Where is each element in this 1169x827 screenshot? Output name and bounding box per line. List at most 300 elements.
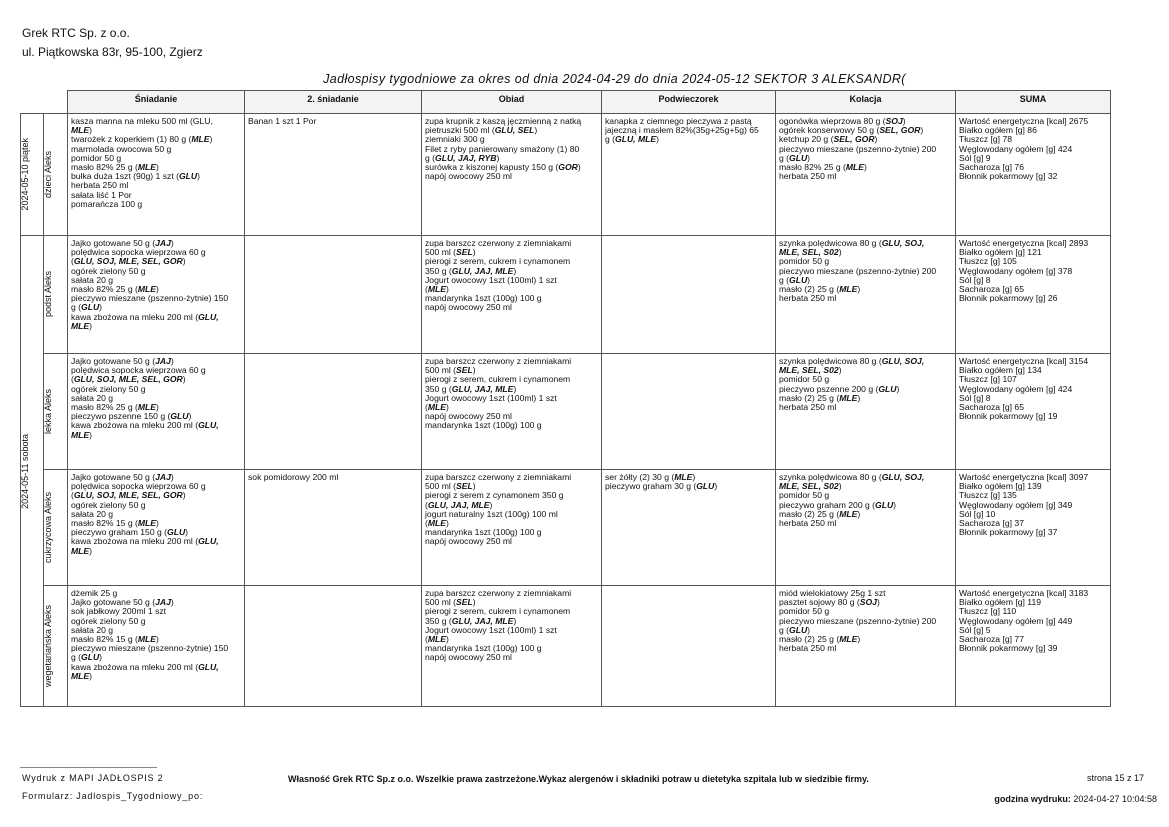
meal-text: ): [807, 624, 811, 635]
meal-text: szynka polędwicowa 80 g (: [779, 356, 882, 366]
meal-line: [425, 421, 598, 430]
allergen-code: GLU, JAJ, MLE: [451, 383, 514, 394]
col-header-obiad: Obiad: [422, 91, 602, 114]
meal-text: (: [425, 518, 428, 529]
meal-text: pieczywo mieszane (pszenno-żytnie) 200: [779, 265, 937, 276]
meal-text: ): [472, 597, 476, 608]
meal-text: ): [807, 152, 811, 163]
meal-text: ): [156, 402, 159, 413]
meal-text: 350 g (: [425, 265, 452, 276]
meal-text: Sacharoza [g] 65: [959, 284, 1024, 295]
meal-text: ): [182, 374, 186, 385]
company-name: Grek RTC Sp. z o.o.: [22, 26, 130, 40]
meal-text: Wartość energetyczna [kcal] 2893: [959, 238, 1089, 248]
meal-text: kawa zbożowa na mleku 200 ml (: [71, 420, 199, 431]
meal-text: ): [156, 284, 159, 295]
meal-text: sok jabłkowy 200ml 1 szt: [71, 606, 167, 617]
meal-text: kasza manna na mleku 500 ml (: [71, 116, 193, 126]
meal-text: sałata 20 g: [71, 392, 114, 403]
meal-cell-sniadanie: [68, 470, 245, 586]
meal-text: ser żółty (2) 30 g (: [605, 472, 675, 482]
meal-line: [779, 644, 952, 653]
meal-text: Tłuszcz [g] 105: [959, 256, 1017, 267]
meal-text: ): [89, 125, 93, 136]
meal-text: Białko ogółem [g] 121: [959, 247, 1042, 258]
allergen-code: GLU: [167, 527, 186, 538]
meal-text: (: [425, 634, 428, 645]
meal-text: pierogi z serem, cukrem i cynamonem: [425, 606, 571, 617]
meal-line: [779, 519, 952, 528]
meal-text: zupa barszcz czerwony z ziemniakami: [425, 238, 572, 248]
diet-label: wegetariańska Aleks: [43, 604, 53, 688]
meal-text: pieczywo graham 200 g (: [779, 499, 876, 510]
meal-text: pomidor 50 g: [779, 374, 830, 385]
meal-text: pasztet sojowy 80 g (: [779, 597, 860, 608]
allergen-code: MLE: [845, 162, 865, 173]
allergen-code: GLU: [178, 171, 198, 182]
allergen-code: MLE, SEL, S02: [779, 247, 839, 258]
meal-text: ): [170, 238, 174, 248]
meal-text: herbata 250 ml: [779, 518, 837, 529]
diet-cell: [44, 470, 68, 586]
meal-cell-suma: [956, 470, 1111, 586]
meal-text: Węglowodany ogółem [g] 449: [959, 615, 1073, 626]
meal-line: [959, 294, 1107, 303]
col-header-sniadanie: Śniadanie: [68, 91, 245, 114]
meal-text: (: [425, 402, 428, 413]
date-cell: [21, 114, 44, 236]
diet-row: [21, 236, 1111, 354]
allergen-code: JAJ: [155, 238, 171, 248]
allergen-code: MLE, SEL, S02: [779, 481, 839, 492]
meal-cell-suma: [956, 586, 1111, 707]
meal-text: pomidor 50 g: [779, 606, 830, 617]
meal-text: ): [446, 284, 449, 295]
allergen-code: MLE: [71, 125, 90, 136]
meal-cell-sniadanie: [68, 236, 245, 354]
meal-text: ): [692, 472, 696, 482]
meal-text: ): [838, 365, 842, 376]
meal-line: [248, 117, 418, 126]
meal-text: Błonnik pokarmowy [g] 32: [959, 171, 1058, 182]
allergen-code: GLU: [170, 411, 189, 422]
meal-text: jajeczną i masłem 82%(35g+25g+5g) 65: [605, 125, 759, 136]
meal-text: Filet z ryby panierowany smażony (1) 80: [425, 143, 580, 154]
meal-text: ): [99, 302, 103, 313]
meal-text: ogórek zielony 50 g: [71, 615, 146, 626]
meal-text: miód wielokiatowy 25g 1 szt: [779, 588, 886, 598]
allergen-code: MLE: [71, 670, 90, 681]
meal-text: ): [188, 411, 192, 422]
meal-text: szynka polędwicowa 80 g (: [779, 238, 882, 248]
meal-text: 350 g (: [425, 615, 452, 626]
allergen-code: GLU,: [198, 420, 219, 431]
meal-line: [425, 626, 598, 635]
meal-text: kawa zbożowa na mleku 200 ml (: [71, 311, 199, 322]
meal-text: g (: [779, 274, 790, 285]
meal-text: polędwica sopocka wieprzowa 60 g: [71, 481, 206, 492]
meal-cell-podwieczorek: [602, 470, 776, 586]
meal-text: pierogi z serem, cukrem i cynamonem: [425, 374, 571, 385]
meal-text: 350 g (: [425, 383, 452, 394]
allergen-code: MLE: [137, 634, 157, 645]
meal-line: [71, 200, 241, 209]
allergen-code: MLE: [71, 429, 90, 440]
meal-line: [71, 537, 241, 546]
meal-text: masło (2) 25 g (: [779, 284, 840, 295]
meal-text: Węglowodany ogółem [g] 378: [959, 265, 1073, 276]
allergen-code: GLU, JAJ, RYB: [435, 152, 497, 163]
meal-cell-podwieczorek: [602, 114, 776, 236]
meal-text: ketchup 20 g (: [779, 134, 834, 145]
allergen-code: GLU, SEL: [494, 125, 535, 136]
meal-line: [605, 482, 772, 491]
diet-row: [21, 354, 1111, 470]
meal-text: ): [838, 481, 842, 492]
allergen-code: MLE: [191, 134, 210, 145]
meal-text: herbata 250 ml: [779, 293, 837, 304]
meal-text: ): [209, 134, 213, 145]
meal-line: [425, 510, 598, 519]
meal-cell-kolacja: [776, 354, 956, 470]
meal-text: ): [864, 162, 867, 173]
meal-text: ): [156, 162, 159, 173]
allergen-code: GLU, SOJ,: [881, 356, 925, 366]
meal-text: marmolada owocowa 50 g: [71, 143, 172, 154]
allergen-code: GLU,: [198, 311, 219, 322]
meal-text: Sól [g] 8: [959, 392, 991, 403]
meal-cell-obiad: [422, 236, 602, 354]
meal-text: Błonnik pokarmowy [g] 37: [959, 527, 1058, 538]
meal-text: g (: [71, 652, 82, 663]
meal-text: ): [513, 383, 517, 394]
col-header-2-sniadanie: 2. śniadanie: [245, 91, 422, 114]
meal-line: [425, 394, 598, 403]
allergen-code: SOJ: [885, 116, 903, 126]
meal-text: ): [472, 365, 476, 376]
meal-line: [71, 663, 241, 672]
diet-row: [21, 586, 1111, 707]
meal-text: Białko ogółem [g] 86: [959, 125, 1037, 136]
meal-text: Sacharoza [g] 77: [959, 634, 1024, 645]
allergen-code: MLE: [71, 320, 90, 331]
meal-text: ): [446, 518, 449, 529]
allergen-code: JAJ: [155, 356, 171, 366]
allergen-code: GLU, JAJ, MLE: [451, 615, 514, 626]
allergen-code: GLU: [789, 624, 808, 635]
meal-line: [425, 653, 598, 662]
meal-text: herbata 250 ml: [71, 180, 129, 191]
meal-text: ): [472, 481, 476, 492]
meal-text: ogonówka wieprzowa 80 g (: [779, 116, 886, 126]
meal-text: ): [89, 320, 93, 331]
meal-text: sałata liść 1 Por: [71, 189, 132, 200]
meal-text: (: [425, 284, 428, 295]
header-row: [21, 91, 1111, 114]
meal-line: [71, 322, 241, 331]
meal-text: Sól [g] 10: [959, 508, 996, 519]
meal-text: napój owocowy 250 ml: [425, 411, 512, 422]
meal-text: Jajko gotowane 50 g (: [71, 356, 156, 366]
meal-text: Sól [g] 8: [959, 274, 991, 285]
diet-label: lekka Aleks: [43, 388, 53, 435]
meal-text: zupa krupnik z kaszą jęczmienną z natką: [425, 116, 582, 126]
meal-text: ): [857, 508, 861, 519]
meal-text: napój owocowy 250 ml: [425, 536, 512, 547]
meal-text: ): [496, 152, 500, 163]
meal-cell-podwieczorek: [602, 586, 776, 707]
meal-text: Białko ogółem [g] 139: [959, 481, 1042, 492]
meal-text: Tłuszcz [g] 107: [959, 374, 1017, 385]
meal-text: ): [857, 284, 861, 295]
diet-cell: [44, 354, 68, 470]
meal-text: Jogurt owocowy 1szt (100ml) 1 szt: [425, 392, 557, 403]
allergen-code: GLU, SOJ, MLE, SEL, GOR: [73, 490, 183, 501]
meal-text: Wartość energetyczna [kcal] 2675: [959, 116, 1089, 126]
meal-text: pierogi z serem, cukrem i cynamonem: [425, 256, 571, 267]
allergen-code: MLE: [427, 634, 447, 645]
date-cell: [21, 236, 44, 707]
meal-cell-kolacja: [776, 236, 956, 354]
meal-text: jogurt naturalny 1szt (100g) 100 ml: [425, 508, 558, 519]
meal-text: sałata 20 g: [71, 274, 114, 285]
meal-line: [959, 172, 1107, 181]
diet-cell: [44, 114, 68, 236]
allergen-code: MLE: [137, 284, 157, 295]
menu-body: [21, 114, 1111, 707]
meal-text: (: [71, 256, 74, 267]
meal-text: pomidor 50 g: [779, 490, 830, 501]
meal-cell-podwieczorek: [602, 236, 776, 354]
allergen-code: SEL: [456, 481, 473, 492]
allergen-code: MLE: [674, 472, 693, 482]
meal-line: [605, 135, 772, 144]
col-header-podwieczorek: Podwieczorek: [602, 91, 776, 114]
meal-text: 500 ml (: [425, 597, 457, 608]
footer-page-number: strona 15 z 17: [1086, 773, 1144, 783]
meal-cell-obiad: [422, 114, 602, 236]
allergen-code: MLE, SEL, S02: [779, 365, 839, 376]
allergen-code: MLE: [137, 162, 157, 173]
meal-text: ogórek zielony 50 g: [71, 499, 146, 510]
meal-text: Błonnik pokarmowy [g] 19: [959, 411, 1058, 422]
meal-text: ): [577, 162, 581, 173]
meal-text: ): [896, 383, 900, 394]
meal-text: Węglowodany ogółem [g] 424: [959, 143, 1073, 154]
meal-text: Białko ogółem [g] 134: [959, 365, 1042, 376]
meal-text: (: [71, 490, 74, 501]
company-header: [22, 24, 203, 62]
meal-text: ): [156, 634, 159, 645]
meal-cell-sniadanie: [68, 114, 245, 236]
meal-text: dżemik 25 g: [71, 588, 118, 598]
meal-text: Sacharoza [g] 65: [959, 402, 1024, 413]
meal-text: zupa barszcz czerwony z ziemniakami: [425, 356, 572, 366]
allergen-code: GLU, SOJ, MLE, SEL, GOR: [73, 374, 183, 385]
meal-text: ): [170, 472, 174, 482]
meal-text: g (: [779, 624, 790, 635]
allergen-code: JAJ: [155, 472, 171, 482]
allergen-code: GLU, MLE: [615, 134, 657, 145]
meal-text: masło 82% 25 g (: [71, 402, 138, 413]
meal-text: pieczywo graham 150 g (: [71, 527, 168, 538]
meal-cell-obiad: [422, 354, 602, 470]
meal-text: kawa zbożowa na mleku 200 ml (: [71, 661, 199, 672]
meal-text: herbata 250 ml: [779, 643, 837, 654]
meal-text: ): [89, 545, 93, 556]
allergen-code: SEL, GOR: [879, 125, 921, 136]
allergen-code: MLE: [839, 284, 858, 295]
meal-cell-2-sniadanie: [245, 114, 422, 236]
meal-text: Sól [g] 9: [959, 152, 991, 163]
company-address: ul. Piątkowska 83r, 95-100, Zgierz: [22, 45, 203, 59]
meal-text: zupa barszcz czerwony z ziemniakami: [425, 588, 572, 598]
meal-text: g (: [425, 152, 436, 163]
meal-text: ): [656, 134, 659, 145]
meal-text: mandarynka 1szt (100g) 100 g: [425, 420, 542, 431]
meal-text: kawa zbożowa na mleku 200 ml (: [71, 536, 199, 547]
meal-text: ziemniaki 300 g: [425, 134, 485, 145]
allergen-code: MLE: [71, 545, 90, 556]
print-time-value: 2024-04-27 10:04:58: [1073, 794, 1157, 804]
diet-cell: [44, 586, 68, 707]
allergen-code: GLU,: [198, 536, 219, 547]
meal-text: ): [185, 527, 189, 538]
meal-text: ): [807, 274, 811, 285]
meal-text: ): [838, 247, 842, 258]
meal-text: mandarynka 1szt (100g) 100 g: [425, 643, 542, 654]
allergen-code: GLU: [81, 652, 100, 663]
allergen-code: GLU, JAJ, MLE: [427, 499, 490, 510]
meal-text: pomarańcza 100 g: [71, 198, 143, 209]
meal-text: pomidor 50 g: [71, 152, 122, 163]
footer-copyright: Własność Grek RTC Sp.z o.o. Wszelkie prawa zastrzeżone.Wykaz alergenów i składniki potraw u dietetyka szpitala lub w siedzibie firmy.: [288, 774, 869, 784]
meal-line: [959, 412, 1107, 421]
meal-text: ): [513, 615, 517, 626]
meal-line: [248, 473, 418, 482]
meal-text: ): [99, 652, 103, 663]
meal-cell-suma: [956, 236, 1111, 354]
meal-text: masło 82% 15 g (: [71, 634, 138, 645]
diet-cell: [44, 236, 68, 354]
meal-text: polędwica sopocka wieprzowa 60 g: [71, 247, 206, 258]
meal-text: Wartość energetyczna [kcal] 3154: [959, 356, 1089, 366]
meal-text: pieczywo pszenne 150 g (: [71, 411, 171, 422]
footer-print-source: Wydruk z MAPI JADŁOSPIS 2: [22, 773, 164, 783]
meal-line: [71, 421, 241, 430]
meal-text: g (: [71, 302, 82, 313]
allergen-code: GLU, SOJ, MLE, SEL, GOR: [73, 256, 183, 267]
meal-line: [959, 644, 1107, 653]
meal-text: ): [89, 429, 93, 440]
meal-cell-sniadanie: [68, 354, 245, 470]
meal-cell-suma: [956, 114, 1111, 236]
meal-text: ): [857, 392, 861, 403]
meal-text: surówka z kiszonej kapusty 150 g (: [425, 162, 559, 173]
allergen-code: JAJ: [155, 597, 171, 608]
diet-row: [21, 114, 1111, 236]
allergen-code: GLU: [81, 302, 100, 313]
allergen-code: GLU: [875, 499, 894, 510]
meal-text: napój owocowy 250 ml: [425, 302, 512, 313]
footer-rule: [20, 767, 157, 768]
meal-text: masło 82% 25 g (: [71, 284, 138, 295]
meal-text: 500 ml (: [425, 365, 457, 376]
meal-text: ): [920, 125, 924, 136]
meal-text: pomidor 50 g: [779, 256, 830, 267]
allergen-code: MLE: [137, 402, 157, 413]
meal-cell-obiad: [422, 470, 602, 586]
allergen-code: GLU, SOJ,: [881, 472, 925, 482]
meal-text: Banan 1 szt 1 Por: [248, 116, 317, 126]
meal-text: masło (2) 25 g (: [779, 634, 840, 645]
meal-text: ): [170, 356, 174, 366]
meal-text: ogórek zielony 50 g: [71, 265, 146, 276]
meal-text: ): [874, 134, 878, 145]
diet-label: cukrzycowa Aleks: [43, 491, 53, 564]
meal-line: [71, 672, 241, 681]
meal-text: (: [425, 499, 428, 510]
meal-text: ): [472, 247, 476, 258]
meal-text: Jajko gotowane 50 g (: [71, 597, 156, 608]
meal-text: pierogi z serem z cynamonem 350 g: [425, 490, 564, 501]
date-label: 2024-05-11 sobota: [20, 433, 30, 509]
meal-text: ): [182, 256, 186, 267]
meal-cell-sniadanie: [68, 586, 245, 707]
meal-text: masło 82% 25 g (: [779, 162, 846, 173]
allergen-code: MLE: [427, 402, 447, 413]
meal-text: herbata 250 ml: [779, 171, 837, 182]
footer-print-time: [994, 794, 1157, 804]
allergen-code: SEL, GOR: [833, 134, 875, 145]
meal-text: Sól [g] 5: [959, 624, 991, 635]
meal-line: [71, 547, 241, 556]
meal-text: g (: [605, 134, 616, 145]
meal-text: Węglowodany ogółem [g] 349: [959, 499, 1073, 510]
allergen-code: GLU: [696, 481, 715, 492]
meal-text: Sacharoza [g] 76: [959, 162, 1024, 173]
meal-text: Jajko gotowane 50 g (: [71, 238, 156, 248]
allergen-code: SOJ: [859, 597, 877, 608]
meal-text: pieczywo mieszane (pszenno-żytnie) 150: [71, 293, 229, 304]
meal-line: [779, 403, 952, 412]
meal-text: Błonnik pokarmowy [g] 26: [959, 293, 1058, 304]
meal-text: ogórek konserwowy 50 g (: [779, 125, 880, 136]
meal-text: ): [893, 499, 897, 510]
meal-line: [959, 528, 1107, 537]
meal-text: pieczywo mieszane (pszenno-żytnie) 200: [779, 143, 937, 154]
blank-corner: [21, 91, 44, 114]
meal-text: ): [156, 518, 159, 529]
meal-cell-suma: [956, 354, 1111, 470]
meal-text: ): [714, 481, 718, 492]
meal-text: ): [182, 490, 186, 501]
meal-text: ): [857, 634, 861, 645]
meal-text: g (: [779, 152, 790, 163]
document-title: [0, 72, 1169, 86]
allergen-code: MLE: [839, 392, 858, 403]
meal-text: herbata 250 ml: [779, 402, 837, 413]
meal-text: napój owocowy 250 ml: [425, 171, 512, 182]
meal-line: [779, 294, 952, 303]
meal-cell-2-sniadanie: [245, 236, 422, 354]
meal-text: Sacharoza [g] 37: [959, 518, 1024, 529]
meal-cell-podwieczorek: [602, 354, 776, 470]
meal-text: (: [71, 374, 74, 385]
meal-line: [425, 172, 598, 181]
col-header-suma: SUMA: [956, 91, 1111, 114]
menu-table: [20, 90, 1111, 707]
